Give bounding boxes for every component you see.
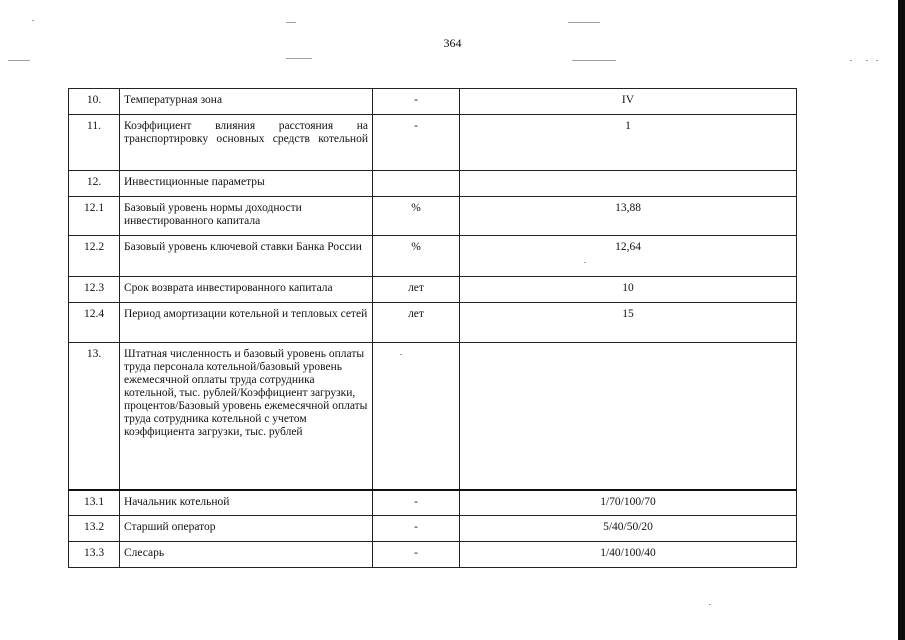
row-name: Срок возврата инвестированного капитала bbox=[120, 277, 373, 303]
scan-artifact bbox=[32, 20, 34, 21]
row-name: Старший оператор bbox=[120, 516, 373, 542]
scan-artifact bbox=[876, 60, 878, 61]
row-number: 13.3 bbox=[69, 542, 120, 568]
row-value: IV bbox=[460, 89, 797, 115]
row-number: 12.2 bbox=[69, 236, 120, 277]
row-unit: % bbox=[373, 236, 460, 277]
scan-artifact bbox=[286, 22, 296, 23]
scan-artifact bbox=[8, 60, 30, 61]
scan-artifact bbox=[572, 60, 616, 61]
parameters-table bbox=[68, 88, 797, 568]
row-value bbox=[460, 343, 797, 490]
row-value: 1/70/100/70 bbox=[460, 490, 797, 516]
page-number: 364 bbox=[443, 36, 462, 50]
row-number: 10. bbox=[69, 89, 120, 115]
row-number: 12.3 bbox=[69, 277, 120, 303]
row-number: 11. bbox=[69, 115, 120, 171]
row-name: Базовый уровень ключевой ставки Банка России bbox=[120, 236, 373, 277]
row-unit: - bbox=[373, 516, 460, 542]
scan-edge-bar bbox=[898, 0, 905, 640]
row-value: 10 bbox=[460, 277, 797, 303]
row-name: Температурная зона bbox=[120, 89, 373, 115]
row-name: Штатная численность и базовый уровень оплаты труда персонала котельной/базовый уровень ежемесячной оплаты труда сотрудника котельной, тыс. рублей/Коэффициент загрузки, процентов/Базовый уровень ежемесячной оплаты труда сотрудника котельной с учетом коэффициента загрузки, тыс. рублей bbox=[120, 343, 373, 490]
row-unit: - bbox=[373, 115, 460, 171]
row-name: Период амортизации котельной и тепловых сетей bbox=[120, 303, 373, 343]
table-row bbox=[69, 89, 797, 115]
row-name: Инвестиционные параметры bbox=[120, 171, 373, 197]
table-row bbox=[69, 343, 797, 490]
row-unit bbox=[373, 343, 460, 490]
row-name: Базовый уровень нормы доходности инвестированного капитала bbox=[120, 197, 373, 236]
row-unit: - bbox=[373, 542, 460, 568]
row-unit: лет bbox=[373, 277, 460, 303]
table-row bbox=[69, 542, 797, 568]
row-unit: лет bbox=[373, 303, 460, 343]
table-row bbox=[69, 516, 797, 542]
row-name: Слесарь bbox=[120, 542, 373, 568]
scan-artifact bbox=[286, 58, 312, 59]
row-number: 12. bbox=[69, 171, 120, 197]
table-row bbox=[69, 171, 797, 197]
scan-artifact bbox=[866, 60, 868, 61]
table-row bbox=[69, 277, 797, 303]
table-row bbox=[69, 197, 797, 236]
row-number: 13.1 bbox=[69, 490, 120, 516]
scan-artifact bbox=[568, 22, 600, 23]
row-value bbox=[460, 171, 797, 197]
row-name: Коэффициент влияния расстояния на транспортировку основных средств котельной bbox=[120, 115, 373, 171]
row-number: 13.2 bbox=[69, 516, 120, 542]
table-row bbox=[69, 115, 797, 171]
table-row bbox=[69, 236, 797, 277]
row-value: 12,64 bbox=[460, 236, 797, 277]
scan-artifact bbox=[850, 60, 852, 61]
row-unit: - bbox=[373, 490, 460, 516]
row-unit bbox=[373, 171, 460, 197]
row-value: 1 bbox=[460, 115, 797, 171]
row-unit: - bbox=[373, 89, 460, 115]
scan-artifact bbox=[709, 604, 711, 605]
row-number: 12.1 bbox=[69, 197, 120, 236]
row-unit: % bbox=[373, 197, 460, 236]
row-number: 12.4 bbox=[69, 303, 120, 343]
table-row bbox=[69, 490, 797, 516]
table-row bbox=[69, 303, 797, 343]
row-value: 15 bbox=[460, 303, 797, 343]
row-value: 1/40/100/40 bbox=[460, 542, 797, 568]
row-value: 13,88 bbox=[460, 197, 797, 236]
row-value: 5/40/50/20 bbox=[460, 516, 797, 542]
row-number: 13. bbox=[69, 343, 120, 490]
row-name: Начальник котельной bbox=[120, 490, 373, 516]
